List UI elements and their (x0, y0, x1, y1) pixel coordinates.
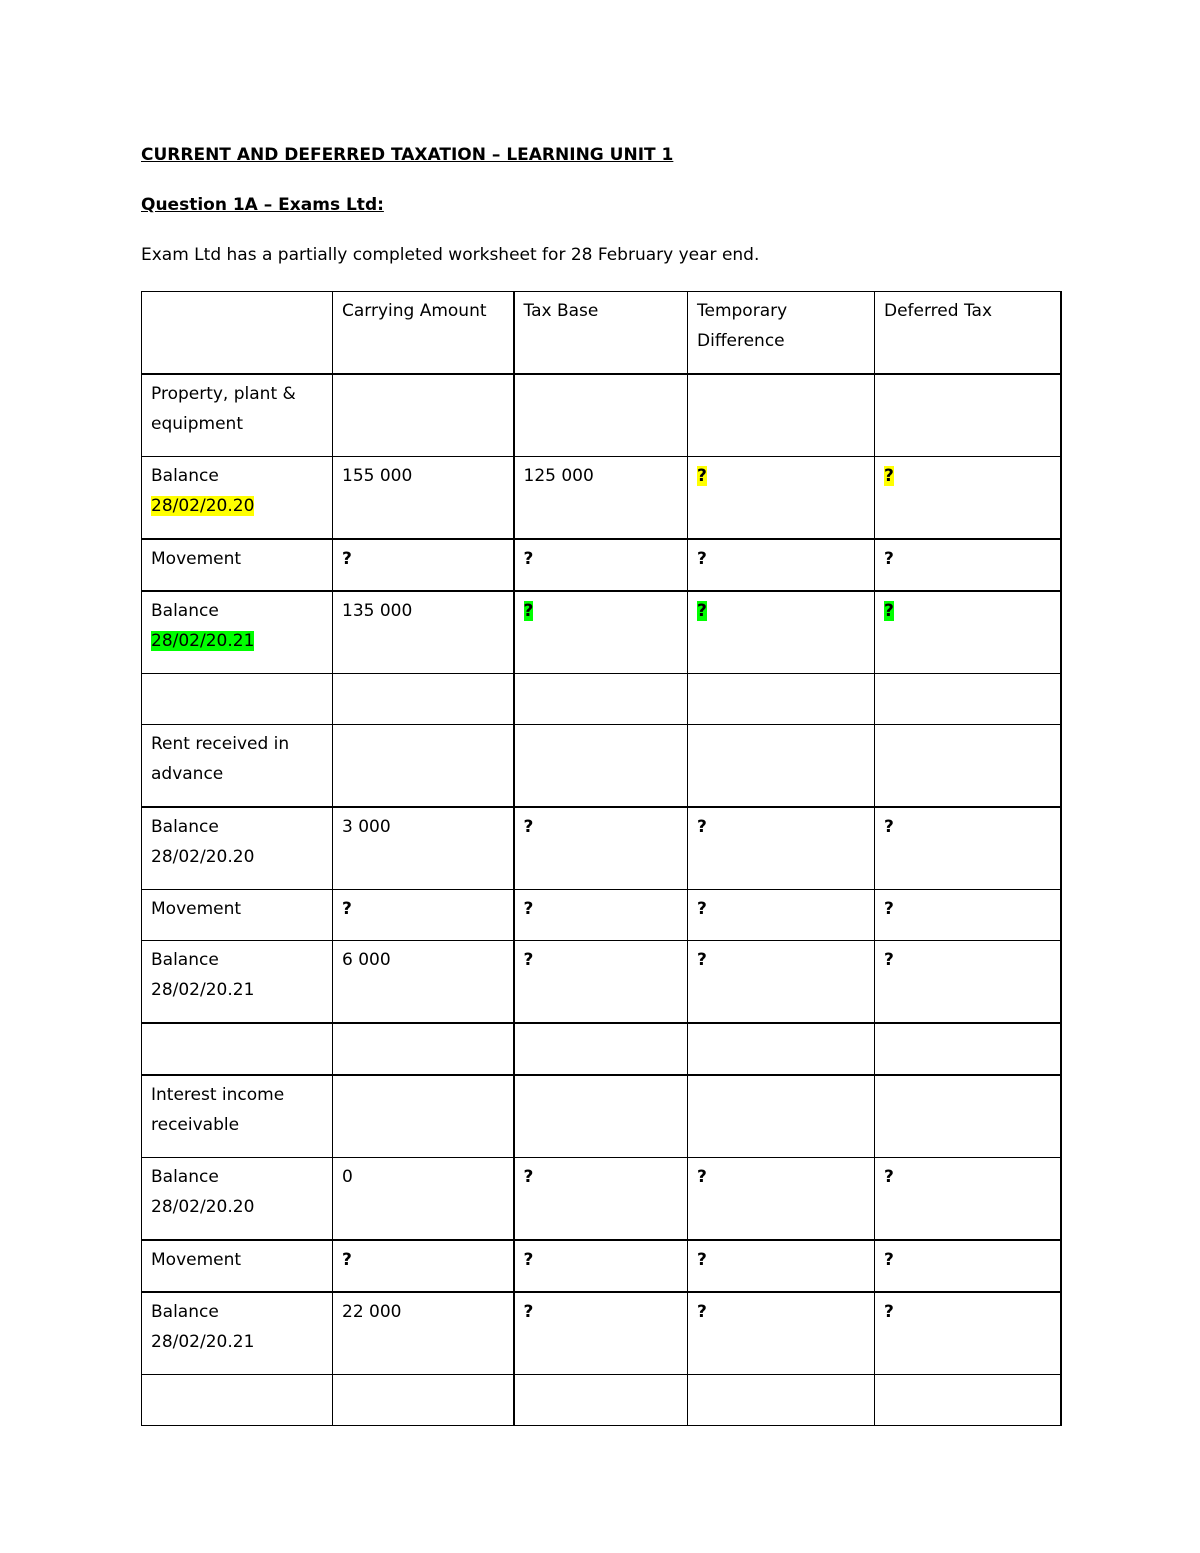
carrying-amount-cell: ? (333, 539, 514, 591)
temporary-difference-cell: ? (688, 539, 875, 591)
deferred-tax-cell: ? (875, 1158, 1061, 1241)
tax-base-cell: ? (514, 1240, 688, 1292)
carrying-amount-cell (333, 1375, 514, 1426)
row-label-text: Balance (151, 1167, 219, 1187)
row-label (142, 457, 333, 540)
question-mark-highlighted: ? (523, 601, 534, 621)
carrying-amount-cell (333, 1023, 514, 1075)
row-date-highlighted: 28/02/20.21 (151, 631, 255, 651)
row-date: 28/02/20.21 (151, 980, 255, 1000)
deferred-tax-cell (875, 374, 1061, 457)
row-label (142, 1375, 333, 1426)
row-label: Movement (142, 1240, 333, 1292)
deferred-tax-cell (875, 591, 1061, 674)
table-row (142, 457, 1061, 540)
temporary-difference-cell: ? (688, 890, 875, 941)
table-row (142, 1075, 1061, 1158)
table-row (142, 1158, 1061, 1241)
tax-base-cell (514, 1075, 688, 1158)
row-label: Movement (142, 539, 333, 591)
deferred-tax-cell: ? (875, 1240, 1061, 1292)
table-row (142, 1023, 1061, 1075)
carrying-amount-cell: 3 000 (333, 807, 514, 890)
table-row (142, 591, 1061, 674)
tax-base-cell (514, 725, 688, 808)
temporary-difference-cell: ? (688, 807, 875, 890)
tax-base-cell: ? (514, 941, 688, 1024)
table-row (142, 374, 1061, 457)
document-title: CURRENT AND DEFERRED TAXATION – LEARNING UNIT 1 (141, 145, 674, 165)
tax-base-cell (514, 1023, 688, 1075)
row-label (142, 941, 333, 1024)
table-row (142, 674, 1061, 725)
row-label: Property, plant & equipment (142, 374, 333, 457)
row-date-highlighted: 28/02/20.20 (151, 496, 255, 516)
table-row (142, 807, 1061, 890)
deferred-tax-cell (875, 1023, 1061, 1075)
tax-base-cell (514, 374, 688, 457)
question-title: Question 1A – Exams Ltd: (141, 195, 384, 215)
temporary-difference-cell (688, 1375, 875, 1426)
tax-base-cell: ? (514, 1292, 688, 1375)
row-label: Movement (142, 890, 333, 941)
carrying-amount-cell: ? (333, 890, 514, 941)
question-mark-highlighted: ? (697, 601, 707, 621)
temporary-difference-cell (688, 674, 875, 725)
carrying-amount-cell (333, 674, 514, 725)
header-tax-base: Tax Base (514, 292, 688, 375)
tax-base-cell: ? (514, 807, 688, 890)
row-label (142, 674, 333, 725)
table-row (142, 725, 1061, 808)
row-label (142, 1292, 333, 1375)
row-label (142, 1158, 333, 1241)
temporary-difference-cell (688, 1075, 875, 1158)
deferred-tax-worksheet (141, 291, 1062, 1426)
row-label: Interest income receivable (142, 1075, 333, 1158)
row-label (142, 1023, 333, 1075)
tax-base-cell (514, 1375, 688, 1426)
intro-paragraph: Exam Ltd has a partially completed worksheet for 28 February year end. (141, 245, 760, 265)
temporary-difference-cell (688, 725, 875, 808)
tax-base-cell (514, 674, 688, 725)
row-date: 28/02/20.20 (151, 847, 255, 867)
table-row (142, 539, 1061, 591)
row-date: 28/02/20.20 (151, 1197, 255, 1217)
carrying-amount-cell: ? (333, 1240, 514, 1292)
row-label-text: Balance (151, 1302, 219, 1322)
carrying-amount-cell: 0 (333, 1158, 514, 1241)
row-label-text: Balance (151, 817, 219, 837)
row-label-text: Balance (151, 950, 219, 970)
tax-base-cell: ? (514, 1158, 688, 1241)
table-row (142, 890, 1061, 941)
table-row (142, 1375, 1061, 1426)
carrying-amount-cell: 135 000 (333, 591, 514, 674)
temporary-difference-cell: ? (688, 1158, 875, 1241)
deferred-tax-cell (875, 1075, 1061, 1158)
tax-base-cell (514, 591, 688, 674)
question-mark-highlighted: ? (697, 466, 707, 486)
temporary-difference-cell: ? (688, 1240, 875, 1292)
temporary-difference-cell (688, 457, 875, 540)
row-label (142, 807, 333, 890)
table-row (142, 941, 1061, 1024)
deferred-tax-cell (875, 674, 1061, 725)
deferred-tax-cell: ? (875, 807, 1061, 890)
deferred-tax-cell: ? (875, 539, 1061, 591)
temporary-difference-cell: ? (688, 1292, 875, 1375)
deferred-tax-cell: ? (875, 1292, 1061, 1375)
tax-base-cell: ? (514, 539, 688, 591)
carrying-amount-cell (333, 374, 514, 457)
deferred-tax-cell (875, 1375, 1061, 1426)
row-label-text: Balance (151, 466, 219, 486)
carrying-amount-cell: 6 000 (333, 941, 514, 1024)
table-row (142, 1292, 1061, 1375)
carrying-amount-cell: 22 000 (333, 1292, 514, 1375)
tax-base-cell: 125 000 (514, 457, 688, 540)
row-label-text: Balance (151, 601, 219, 621)
carrying-amount-cell (333, 725, 514, 808)
row-label: Rent received in advance (142, 725, 333, 808)
deferred-tax-cell (875, 457, 1061, 540)
carrying-amount-cell: 155 000 (333, 457, 514, 540)
header-blank (142, 292, 333, 375)
header-temporary-difference: Temporary Difference (688, 292, 875, 375)
temporary-difference-cell: ? (688, 941, 875, 1024)
temporary-difference-cell (688, 591, 875, 674)
carrying-amount-cell (333, 1075, 514, 1158)
deferred-tax-cell: ? (875, 941, 1061, 1024)
row-label (142, 591, 333, 674)
question-mark-highlighted: ? (884, 601, 894, 621)
question-mark-highlighted: ? (884, 466, 894, 486)
row-date: 28/02/20.21 (151, 1332, 255, 1352)
temporary-difference-cell (688, 374, 875, 457)
deferred-tax-cell (875, 725, 1061, 808)
table-row (142, 1240, 1061, 1292)
header-carrying-amount: Carrying Amount (333, 292, 514, 375)
temporary-difference-cell (688, 1023, 875, 1075)
deferred-tax-cell: ? (875, 890, 1061, 941)
tax-base-cell: ? (514, 890, 688, 941)
header-deferred-tax: Deferred Tax (875, 292, 1061, 375)
